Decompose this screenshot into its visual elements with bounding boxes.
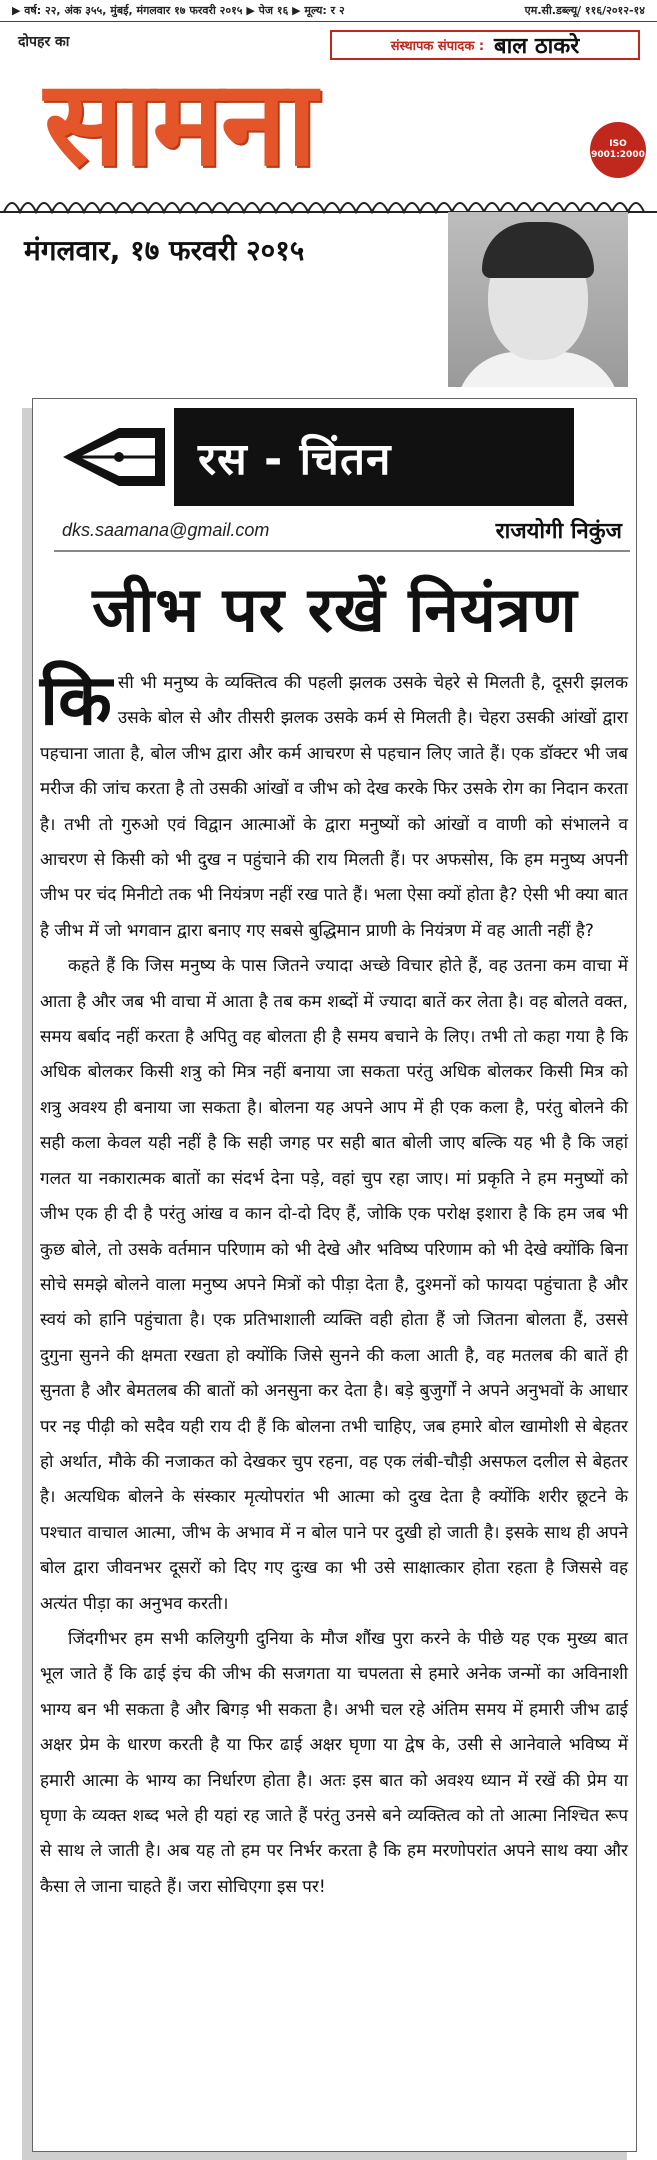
pen-box xyxy=(54,408,174,506)
registration-number: एम.सी.डब्ल्यू/ ११६/२०१२-१४ xyxy=(524,4,645,17)
article-paragraph-2: कहते हैं कि जिस मनुष्य के पास जितने ज्यादा अच्छे विचार होते हैं, वह उतना कम वाचा में आता है और जब भी वाचा में आता है तब कम शब्दों में ज्यादा बातें कर लेता है। वह बोलते वक्त, समय बर्बाद नहीं करता है अपितु वह बोलता ही है समय बचाने के लिए। तभी तो कहा गया है कि अधिक बोलकर किसी शत्रु को मित्र नहीं बनाया जा सकता परंतु अधिक बोलकर किसी मित्र को शत्रु अवश्य ही बनाया जा सकता है। बोलना यह अपने आप में ही एक कला है, परंतु बोलने की सही कला केवल यही नहीं है कि सही जगह पर सही बात बोली जाए बल्कि यह भी है कि जहां गलत या नकारात्मक बातों का संदर्भ देना पड़े, वहां चुप रहा जाए। मां प्रकृति ने हम मनुष्यों को जीभ एक ही दी है परंतु आंख व कान दो-दो दिए हैं, जोकि एक परोक्ष इशारा है कि हम जब भी कुछ बोले, तो उसके वर्तमान परिणाम को भी देखे और भविष्य परिणाम को भी देखे क्योंकि बिना सोचे समझे बोलने वाला मनुष्य अपने मित्रों को पीड़ा देता है, दुश्मनों को फायदा पहुंचाता है और स्वयं को हानि पहुंचाता है। एक प्रतिभाशाली व्यक्ति वही होता हैं जो जितना बोलता हैं, उससे दुगुना सुनने की क्षमता रखता हो क्योंकि जिसे सुनने की कला आती है, वह मतलब की बातें ही सुनता है और बेमतलब की बातों को अनसुना कर देता है। बड़े बुजुर्गों ने अपने अनुभवों के आधार पर नइ पीढ़ी को सदैव यही राय दी हैं कि बोलना तभी चाहिए, जब हमारे बोल खामोशी से बेहतर हो अर्थात, मौके की नजाकत को देखकर चुप रहना, वह एक लंबी-चौड़ी असफल दलील से बेहतर है। अत्यधिक बोलने के संस्कार मृत्योपरांत भी आत्मा को दुख देता है क्योंकि शरीर छूटने के पश्चात वाचाल आत्मा, जीभ के अभाव में न बोल पाने पर दुखी हो जाती है। इसके साथ ही अपने बोल द्वारा जीवनभर दूसरों को दिए गए दुःख का भी उसे साक्षात्कार होता रहता है जिससे वह अत्यंत पीड़ा का अनुभव करती। xyxy=(40,956,628,1614)
dateline: मंगलवार, १७ फरवरी २०१५ xyxy=(24,234,305,267)
founder-box xyxy=(330,30,640,60)
iso-line2: 9001:2000 xyxy=(591,150,645,160)
iso-line1: ISO xyxy=(609,139,627,149)
article-body xyxy=(40,659,628,1905)
article-paragraph-1 xyxy=(40,659,628,949)
article-headline: जीभ पर रखें नियंत्रण xyxy=(92,573,578,646)
paragraph-1-text: सी भी मनुष्य के व्यक्तित्व की पहली झलक उसके चेहरे से मिलती है, दूसरी झलक उसके बोल से और तीसरी झलक उसके कर्म से मिलती है। चेहरा उसकी आंखों द्वारा पहचाना जाता है, बोल जीभ द्वारा और कर्म आचरण से पहचान लिए जाते हैं। एक डॉक्टर भी जब मरीज की जांच करता है तो उसकी आंखों व जीभ को देख करके फिर उसके रोग का निदान करता है। तभी तो गुरुओ एवं विद्वान आत्माओं के द्वारा मनुष्यों को आंखों व वाणी को संभालने व आचरण से किसी को भी दुख न पहुंचाने की राय मिलती हैं। पर अफसोस, कि हम मनुष्य अपनी जीभ पर चंद मिनीटो तक भी नियंत्रण नहीं रख पाते हैं। भला ऐसा क्यों होता है? ऐसी भी क्या बात है जीभ में जो भगवान द्वारा बनाए गए सबसे बुद्धिमान प्राणी के नियंत्रण में वह आती नहीं है? xyxy=(40,673,628,941)
article-paragraph-3: जिंदगीभर हम सभी कलियुगी दुनिया के मौज शौंख पुरा करने के पीछे यह एक मुख्य बात भूल जाते हैं कि ढाई इंच की जीभ की सजगता या चपलता से हमारे अनेक जन्मों का अविनाशी भाग्य बन भी सकता है और बिगड़ भी सकता है। अभी चल रहे अंतिम समय में हमारी जीभ ढाई अक्षर प्रेम के धारण करती है या फिर ढाई अक्षर घृणा या द्वेष के, उसी से आनेवाले भविष्य में हमारी आत्मा के भाग्य का निर्धारण होता है। अतः इस बात को अवश्य ध्यान में रखें की प्रेम या घृणा के व्यक्त शब्द भले ही यहां रह जाते हैं परंतु उनसे बने व्यक्तित्व को तो आत्मा निश्चित रूप से साथ ले जाती है। अब यह तो हम पर निर्भर करता है कि हम मरणोपरांत अपने साथ क्या और कैसा ले जाना चाहते हैं। जरा सोचिएगा इस पर! xyxy=(40,1628,628,1897)
dropcap: कि xyxy=(40,659,112,741)
masthead xyxy=(0,24,657,214)
founder-name: बाल ठाकरे xyxy=(494,34,580,59)
author-email[interactable]: dks.saamana@gmail.com xyxy=(62,519,270,540)
fountain-pen-nib-icon xyxy=(59,422,169,492)
author-name: राजयोगी निकुंज xyxy=(495,519,622,544)
issue-details: ▶ वर्ष: २२, अंक ३५५, मुंबई, मंगलवार १७ फरवरी २०१५ ▶ पेज १६ ▶ मूल्य: र २ xyxy=(12,4,345,17)
column-title: रस - चिंतन xyxy=(198,434,392,485)
column-header xyxy=(54,408,574,506)
arch-border-icon xyxy=(0,184,657,214)
masthead-tagline: दोपहर का xyxy=(18,34,70,50)
byline-row xyxy=(54,510,630,552)
photo-hair xyxy=(482,222,594,278)
iso-badge-icon xyxy=(590,122,646,178)
author-photo xyxy=(448,212,628,387)
issue-info-bar xyxy=(0,0,657,22)
newspaper-logo: सामना xyxy=(44,53,315,192)
founder-label: संस्थापक संपादक : xyxy=(390,39,485,54)
